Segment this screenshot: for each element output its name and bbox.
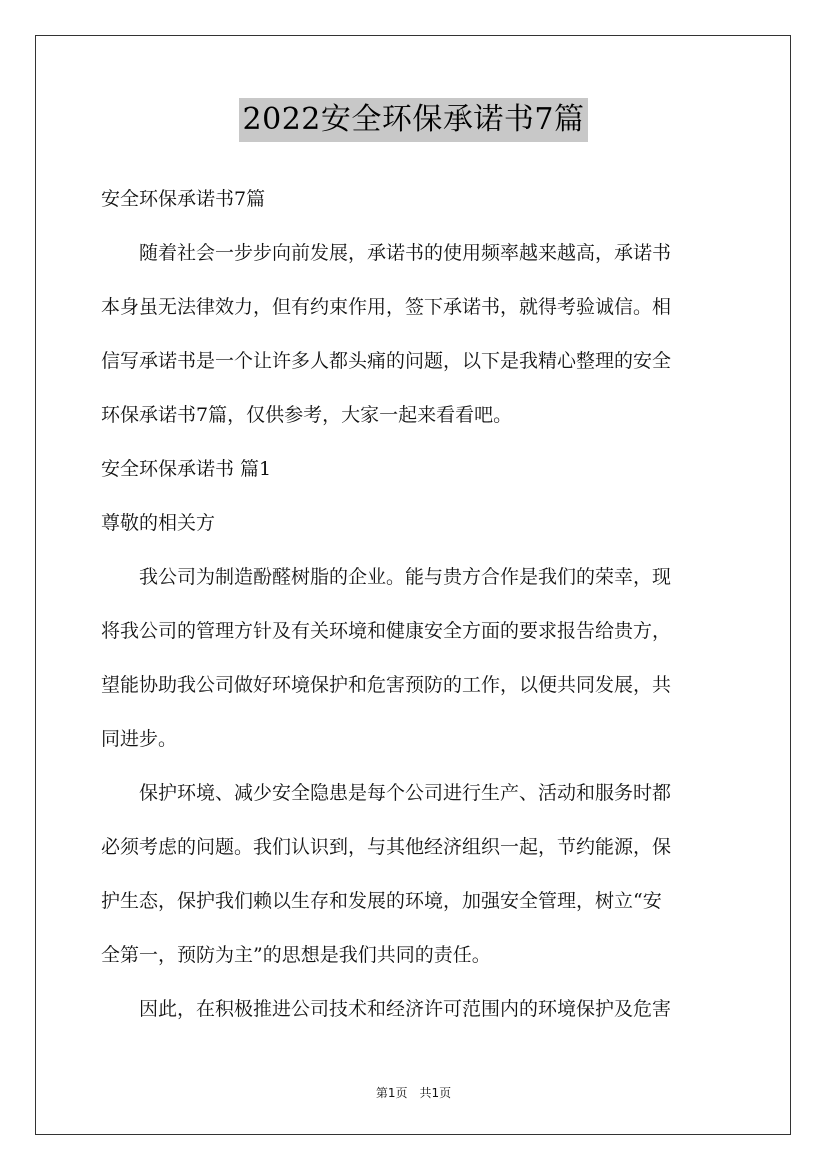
intro-line-3: 信写承诺书是一个让许多人都头痛的问题，以下是我精心整理的安全 [101,350,672,372]
intro-line-2: 本身虽无法律效力，但有约束作用，签下承诺书，就得考验诚信。相 [101,296,672,318]
paragraph-1-line-4: 同进步。 [101,728,178,750]
document-body [101,172,728,1036]
salutation: 尊敬的相关方 [101,512,216,534]
intro-line-1: 随着社会一步步向前发展，承诺书的使用频率越来越高，承诺书 [139,242,672,264]
paragraph-1-line-1: 我公司为制造酚醛树脂的企业。能与贵方合作是我们的荣幸，现 [139,566,672,588]
paragraph-1-line-2: 将我公司的管理方针及有关环境和健康安全方面的要求报告给贵方， [101,620,672,642]
document-subtitle: 安全环保承诺书7篇 [101,188,266,210]
intro-line-4: 环保承诺书7篇，仅供参考，大家一起来看看吧。 [101,404,513,426]
section-heading: 安全环保承诺书 篇1 [101,458,272,480]
paragraph-1-line-3: 望能协助我公司做好环境保护和危害预防的工作，以便共同发展，共 [101,674,672,696]
document-title: 2022安全环保承诺书7篇 [239,98,589,142]
paragraph-2-line-4: 全第一，预防为主”的思想是我们共同的责任。 [101,944,491,966]
paragraph-2-line-2: 必须考虑的问题。我们认识到，与其他经济组织一起，节约能源，保 [101,836,672,858]
page-footer: 第1页 共1页 [375,1086,452,1100]
paragraph-2-line-3: 护生态，保护我们赖以生存和发展的环境，加强安全管理，树立“安 [101,890,662,912]
paragraph-2-line-1: 保护环境、减少安全隐患是每个公司进行生产、活动和服务时都 [139,782,672,804]
title-container [0,98,827,142]
paragraph-3-line-1: 因此，在积极推进公司技术和经济许可范围内的环境保护及危害 [139,998,672,1020]
